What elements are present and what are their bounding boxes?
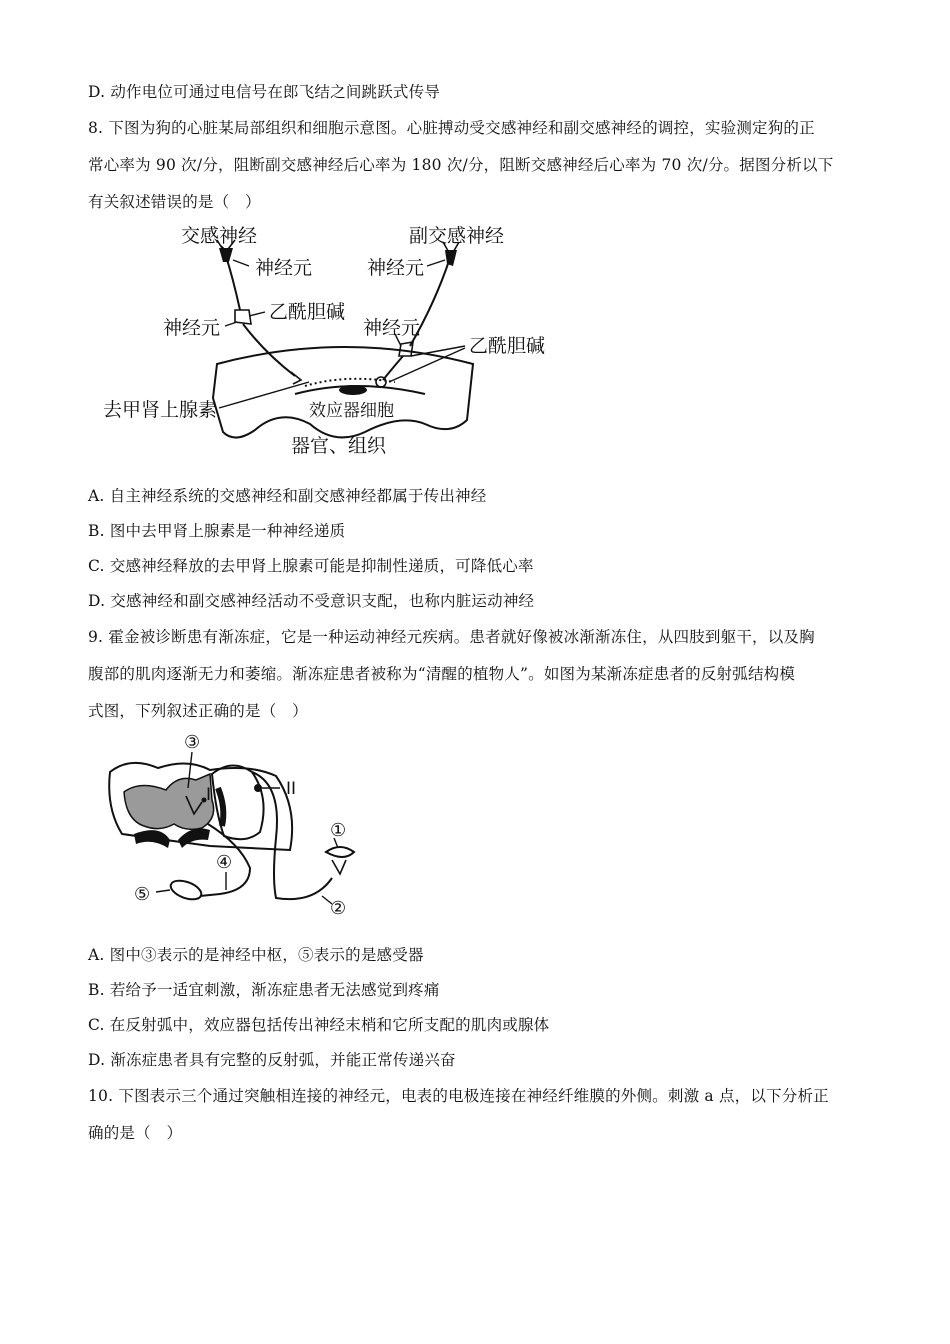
q9-stem-line-3: 式图，下列叙述正确的是（ ）: [88, 702, 308, 720]
leader-norepinephrine: [219, 382, 309, 408]
label-sympathetic: 交感神经: [181, 225, 258, 247]
label-norepinephrine: 去甲肾上腺素: [103, 399, 218, 421]
q9-option-b: B. 若给予一适宜刺激，渐冻症患者无法感觉到疼痛: [88, 981, 440, 999]
q9-figure-reflex-arc: [100, 728, 370, 920]
label-neuron-top-right: 神经元: [367, 257, 425, 279]
q9-stem-line-1: 9. 霍金被诊断患有渐冻症，它是一种运动神经元疾病。患者就好像被冰渐渐冻住，从四肢到躯干，以及胸: [88, 628, 815, 646]
q8-option-b: B. 图中去甲肾上腺素是一种神经递质: [88, 522, 346, 540]
leader-neuron-top-left: [233, 260, 249, 266]
label-parasympathetic: 副交感神经: [409, 225, 505, 247]
receptor-body: [332, 860, 346, 874]
q8-figure-heart-innervation: [95, 218, 565, 463]
sympathetic-terminal: [291, 372, 301, 384]
q9-stem-line-2: 腹部的肌肉逐渐无力和萎缩。渐冻症患者被称为“清醒的植物人”。如图为某渐冻症患者的反射弧结构模: [88, 665, 796, 683]
q8-stem-line-3: 有关叙述错误的是（ ）: [88, 193, 261, 211]
label-neuron-mid-left: 神经元: [163, 317, 221, 339]
leader-label-5: [156, 890, 170, 892]
label-5: ⑤: [134, 884, 151, 905]
label-acetylcholine-right: 乙酰胆碱: [469, 335, 546, 357]
effector-muscle: [168, 877, 204, 903]
vesicle-dots: [305, 379, 395, 386]
q9-option-c: C. 在反射弧中，效应器包括传出神经末梢和它所支配的肌肉或腺体: [88, 1016, 550, 1034]
label-4: ④: [216, 852, 233, 873]
q8-stem-line-2: 常心率为 90 次/分，阻断副交感神经后心率为 180 次/分，阻断交感神经后心率为 70 次/分。据图分析以下: [88, 156, 834, 174]
label-1: ①: [330, 820, 347, 841]
leader-acetylcholine-left: [249, 312, 265, 316]
q7-option-d: D. 动作电位可通过电信号在郎飞结之间跳跃式传导: [88, 83, 441, 101]
q9-option-a: A. 图中③表示的是神经中枢，⑤表示的是感受器: [88, 946, 424, 964]
parasympathetic-terminal: [376, 377, 386, 387]
label-effector-cell: 效应器细胞: [309, 401, 394, 421]
q8-option-a: A. 自主神经系统的交感神经和副交感神经都属于传出神经: [88, 487, 487, 505]
label-neuron-mid-right: 神经元: [363, 317, 421, 339]
q8-option-d: D. 交感神经和副交感神经活动不受意识支配，也称内脏运动神经: [88, 592, 535, 610]
parasympathetic-neuron-body: [445, 250, 457, 266]
receptor-skin: [326, 847, 354, 857]
leader-neuron-top-right: [427, 260, 445, 266]
ganglion-cell-dot: [254, 784, 262, 792]
effector-cell-nucleus: [339, 385, 367, 395]
label-organ-tissue: 器官、组织: [291, 435, 387, 457]
label-neuron-top-left: 神经元: [255, 257, 313, 279]
leader-neuron-mid-left: [225, 322, 237, 326]
sympathetic-synapse: [235, 310, 251, 324]
label-acetylcholine-left: 乙酰胆碱: [269, 301, 346, 323]
q8-stem-line-1: 8. 下图为狗的心脏某局部组织和细胞示意图。心脏搏动受交感神经和副交感神经的调控，实验测定狗的正: [88, 119, 815, 137]
sympathetic-neuron-body-1: [219, 248, 233, 262]
q8-option-c: C. 交感神经释放的去甲肾上腺素可能是抑制性递质，可降低心率: [88, 557, 534, 575]
ventral-band: [134, 830, 170, 848]
label-II: II: [286, 779, 297, 799]
gray-matter: [124, 774, 214, 829]
label-2: ②: [330, 898, 347, 919]
label-I: I: [206, 785, 212, 805]
label-3: ③: [184, 732, 201, 753]
q10-stem-line-2: 确的是（ ）: [88, 1124, 183, 1142]
q9-option-d: D. 渐冻症患者具有完整的反射弧，并能正常传递兴奋: [88, 1051, 456, 1069]
q10-stem-line-1: 10. 下图表示三个通过突触相连接的神经元，电表的电极连接在神经纤维膜的外侧。刺激 a 点，以下分析正: [88, 1087, 829, 1105]
